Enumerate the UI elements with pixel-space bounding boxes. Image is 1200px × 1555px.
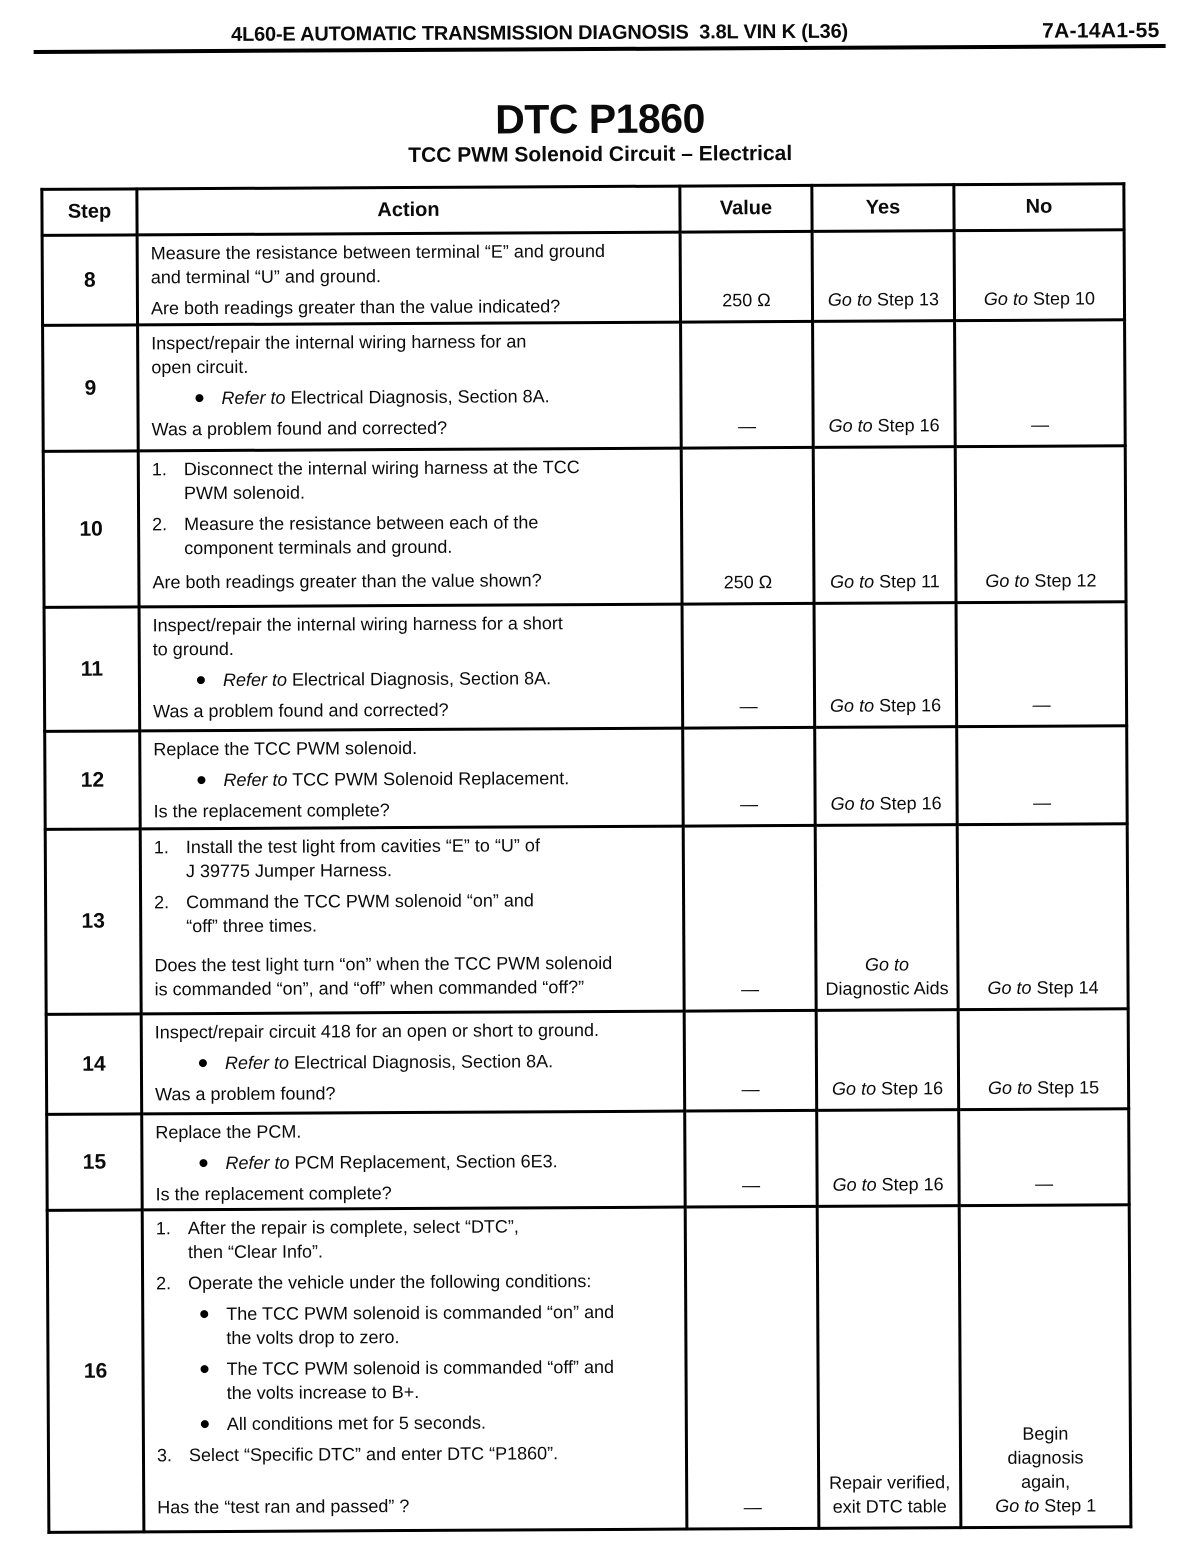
- action-content: [139, 234, 679, 319]
- table-row: [47, 1109, 1129, 1211]
- step-cell: 16: [47, 1210, 144, 1532]
- cell-text: Step 16: [874, 695, 942, 716]
- action-bullet-item: [197, 666, 673, 692]
- item-number: 1.: [153, 837, 169, 858]
- item-text: Refer to PCM Replacement, Section 6E3.: [225, 1151, 558, 1173]
- cell-line: [966, 1469, 1125, 1494]
- item-text: Refer to Electrical Diagnosis, Section 8A.: [221, 386, 550, 408]
- action-content: [142, 828, 683, 1008]
- refer-to-label: Refer to: [225, 1152, 290, 1173]
- running-header-title: 4L60-E AUTOMATIC TRANSMISSION DIAGNOSIS 3.8L VIN K (L36): [231, 20, 849, 46]
- action-cell: [140, 826, 684, 1014]
- dtc-subtitle: TCC PWM Solenoid Circuit – Electrical: [408, 141, 793, 168]
- column-header-action: Action: [137, 186, 680, 235]
- dtc-title: DTC P1860: [495, 95, 705, 143]
- cell-line: [819, 569, 950, 594]
- bullet-icon: [197, 676, 205, 684]
- item-text: After the repair is complete, select “DTC”, then “Clear Info”.: [187, 1216, 519, 1263]
- action-question: Is the replacement complete?: [155, 1183, 392, 1205]
- goto-label: Go to: [829, 571, 875, 592]
- no-cell: [954, 230, 1124, 321]
- item-text: Operate the vehicle under the following conditions:: [188, 1271, 592, 1294]
- action-question: Was a problem found and corrected?: [153, 699, 449, 722]
- item-text: Refer to Electrical Diagnosis, Section 8A.: [224, 1051, 554, 1073]
- cell-text: Step 16: [876, 1078, 944, 1099]
- action-content: [139, 324, 680, 445]
- goto-label: Go to: [827, 289, 872, 310]
- action-cell: [141, 1011, 685, 1114]
- cell-text: diagnosis: [1007, 1447, 1084, 1468]
- cell-text: Step 10: [1027, 288, 1096, 309]
- cell-line: [821, 952, 952, 977]
- refer-to-label: Refer to: [224, 1052, 290, 1073]
- item-text: Measure the resistance between each of the component terminals and ground.: [184, 512, 539, 559]
- no-cell: [957, 726, 1128, 825]
- action-cell: [139, 604, 683, 731]
- cell-line: [819, 413, 950, 438]
- cell-line: [966, 1493, 1125, 1518]
- action-content: [141, 606, 682, 725]
- action-numbered-item: [154, 888, 674, 939]
- bullet-icon: [201, 1420, 209, 1428]
- step-cell: 13: [45, 829, 141, 1014]
- cell-text: Step 14: [1031, 977, 1099, 998]
- no-cell: [957, 824, 1128, 1010]
- action-content: [143, 1013, 683, 1108]
- table-row: [43, 320, 1126, 452]
- action-numbered-item: [156, 1269, 676, 1296]
- goto-label: Go to: [995, 1495, 1040, 1516]
- goto-label: Go to: [987, 1077, 1033, 1098]
- page-number: 7A-14A1-55: [1042, 19, 1160, 43]
- cell-text: again,: [1021, 1471, 1071, 1492]
- cell-line: [821, 791, 952, 816]
- item-number: 3.: [156, 1445, 173, 1466]
- step-cell: 14: [46, 1014, 142, 1114]
- cell-line: [966, 1421, 1125, 1446]
- cell-text: —: [1032, 694, 1051, 715]
- table-row: [45, 726, 1127, 830]
- item-number: 2.: [154, 892, 170, 913]
- action-paragraph: Replace the PCM.: [155, 1121, 302, 1143]
- cell-text: Step 15: [1032, 1077, 1100, 1098]
- item-text: All conditions met for 5 seconds.: [226, 1412, 487, 1434]
- column-header-yes: Yes: [812, 185, 954, 232]
- item-text: Install the test light from cavities “E” to “U” of J 39775 Jumper Harness.: [185, 835, 540, 882]
- item-text: Select “Specific DTC” and enter DTC “P1860”.: [188, 1443, 559, 1466]
- goto-label: Go to: [985, 570, 1030, 591]
- action-content: [140, 450, 681, 601]
- action-numbered-item: [154, 833, 674, 884]
- cell-line: [961, 568, 1120, 593]
- item-text: Refer to TCC PWM Solenoid Replacement.: [223, 768, 570, 790]
- action-bullet-item: [201, 1410, 677, 1436]
- goto-label: Go to: [828, 415, 873, 436]
- action-paragraph: Inspect/repair the internal wiring harness for a short to ground.: [152, 613, 563, 660]
- no-cell: [959, 1109, 1130, 1206]
- step-cell: 15: [47, 1114, 143, 1210]
- cell-text: Step 11: [874, 571, 940, 592]
- value-cell: —: [683, 727, 816, 826]
- action-cell: [138, 448, 682, 607]
- action-bullet-item: [195, 384, 671, 410]
- refer-to-label: Refer to: [222, 669, 288, 690]
- step-cell: 12: [45, 731, 141, 829]
- item-number: 2.: [152, 514, 168, 535]
- bullet-icon: [201, 1365, 209, 1373]
- cell-line: [960, 286, 1119, 311]
- cell-text: Step 13: [871, 289, 940, 310]
- action-cell: [142, 1207, 687, 1532]
- bullet-icon: [199, 1159, 207, 1167]
- no-cell: [958, 1009, 1129, 1110]
- goto-label: Go to: [983, 288, 1028, 309]
- item-text: The TCC PWM solenoid is commanded “on” and the volts drop to zero.: [226, 1301, 615, 1348]
- table-row: [42, 230, 1124, 326]
- goto-label: Go to: [832, 1174, 877, 1195]
- action-paragraph: Replace the TCC PWM solenoid.: [153, 737, 418, 760]
- no-cell: [955, 446, 1126, 603]
- action-content: [143, 1113, 683, 1204]
- yes-cell: [814, 603, 957, 728]
- value-cell: —: [685, 1206, 819, 1529]
- value-cell: 250 Ω: [681, 447, 814, 604]
- no-cell: [956, 602, 1127, 727]
- cell-line: [818, 287, 949, 312]
- action-question: Is the replacement complete?: [153, 800, 390, 822]
- item-text: The TCC PWM solenoid is commanded “off” and the volts increase to B+.: [226, 1356, 615, 1403]
- goto-label: Go to: [864, 954, 909, 975]
- item-number: 1.: [151, 459, 167, 480]
- yes-cell: [815, 727, 958, 826]
- action-bullet-item: [197, 766, 673, 792]
- table-row: [44, 602, 1127, 732]
- cell-line: [966, 1445, 1125, 1470]
- action-bullet-item: [200, 1300, 676, 1350]
- yes-cell: [812, 231, 954, 322]
- cell-line: [824, 1494, 955, 1519]
- cell-text: —: [1033, 792, 1052, 813]
- cell-line: [824, 1470, 955, 1495]
- cell-text: Begin: [1022, 1423, 1069, 1444]
- action-cell: [137, 232, 680, 325]
- goto-label: Go to: [987, 977, 1032, 998]
- yes-cell: [817, 1206, 961, 1529]
- cell-line: [964, 1075, 1123, 1100]
- action-numbered-item: [156, 1214, 676, 1265]
- value-cell: —: [682, 603, 815, 728]
- value-cell: —: [684, 1010, 817, 1111]
- goto-label: Go to: [831, 1078, 877, 1099]
- bullet-icon: [197, 776, 205, 784]
- action-bullet-item: [199, 1149, 675, 1175]
- item-number: 2.: [156, 1273, 172, 1294]
- yes-cell: [813, 321, 956, 448]
- item-number: 1.: [155, 1218, 171, 1239]
- diagnostic-table: [40, 182, 1132, 1534]
- cell-line: [962, 692, 1121, 717]
- cell-line: [961, 412, 1120, 437]
- column-header-value: Value: [680, 185, 812, 232]
- action-question: Are both readings greater than the value shown?: [152, 570, 542, 593]
- value-cell: 250 Ω: [680, 231, 812, 322]
- action-question: Does the test light turn “on” when the TCC PWM solenoid is commanded “on”, and “off” when commanded “off?”: [154, 952, 613, 1000]
- cell-text: Diagnostic Aids: [825, 978, 949, 999]
- refer-to-label: Refer to: [223, 769, 288, 790]
- cell-line: [823, 1172, 954, 1197]
- yes-cell: [815, 825, 958, 1011]
- yes-cell: [816, 1010, 959, 1111]
- cell-text: —: [1035, 1173, 1054, 1194]
- table-row: [43, 446, 1126, 608]
- action-paragraph: Inspect/repair the internal wiring harness for an open circuit.: [151, 331, 527, 378]
- bullet-icon: [199, 1059, 207, 1067]
- step-cell: 11: [44, 607, 140, 731]
- bullet-icon: [195, 394, 203, 402]
- action-question: Has the “test ran and passed” ?: [157, 1496, 410, 1518]
- action-bullet-item: [200, 1355, 676, 1405]
- action-paragraph: Inspect/repair circuit 418 for an open or short to ground.: [154, 1020, 600, 1043]
- table-row: [47, 1205, 1131, 1533]
- cell-text: Step 12: [1029, 570, 1097, 591]
- item-text: Refer to Electrical Diagnosis, Section 8A.: [222, 668, 552, 690]
- action-question: Was a problem found and corrected?: [151, 417, 448, 440]
- no-cell: [955, 320, 1126, 447]
- action-numbered-item: [157, 1441, 677, 1468]
- action-bullet-item: [199, 1049, 675, 1075]
- step-cell: 8: [42, 235, 137, 325]
- yes-cell: [813, 447, 956, 604]
- cell-line: [963, 975, 1122, 1000]
- refer-to-label: Refer to: [221, 387, 286, 408]
- goto-label: Go to: [830, 793, 875, 814]
- yes-cell: [817, 1110, 960, 1207]
- cell-text: Repair verified,: [829, 1472, 951, 1493]
- item-text: Command the TCC PWM solenoid “on” and “off” three times.: [186, 890, 534, 937]
- cell-line: [965, 1171, 1124, 1196]
- table-row: [46, 1009, 1129, 1115]
- cell-line: [822, 1076, 953, 1101]
- action-numbered-item: [152, 510, 672, 561]
- action-paragraph: Measure the resistance between terminal “E” and ground and terminal “U” and ground.: [150, 240, 605, 288]
- value-cell: —: [683, 825, 816, 1011]
- column-header-step: Step: [42, 189, 137, 235]
- column-header-no: No: [954, 184, 1124, 231]
- action-cell: [142, 1111, 685, 1210]
- action-question: Are both readings greater than the value indicated?: [150, 296, 561, 319]
- action-content: [141, 730, 681, 823]
- action-cell: [140, 728, 684, 829]
- step-cell: 9: [43, 325, 139, 451]
- cell-line: [820, 693, 951, 718]
- table-row: [45, 824, 1128, 1015]
- dtc-table-body: [42, 230, 1131, 1533]
- cell-text: Step 16: [872, 415, 940, 436]
- cell-text: Step 16: [874, 793, 942, 814]
- goto-label: Go to: [829, 695, 875, 716]
- no-cell: [959, 1205, 1131, 1528]
- action-question: Was a problem found?: [155, 1083, 336, 1105]
- action-numbered-item: [152, 455, 672, 506]
- cell-line: [821, 976, 952, 1001]
- bullet-icon: [200, 1310, 208, 1318]
- value-cell: —: [685, 1110, 818, 1207]
- cell-line: [963, 790, 1122, 815]
- action-content: [144, 1209, 686, 1526]
- cell-text: Step 1: [1039, 1495, 1097, 1516]
- cell-text: —: [1031, 414, 1050, 435]
- table-header-row: [42, 184, 1124, 236]
- cell-text: Step 16: [876, 1174, 944, 1195]
- value-cell: —: [681, 321, 814, 448]
- item-text: Disconnect the internal wiring harness at the TCC PWM solenoid.: [183, 457, 580, 504]
- cell-text: exit DTC table: [832, 1496, 947, 1517]
- action-cell: [138, 322, 682, 451]
- step-cell: 10: [43, 451, 139, 607]
